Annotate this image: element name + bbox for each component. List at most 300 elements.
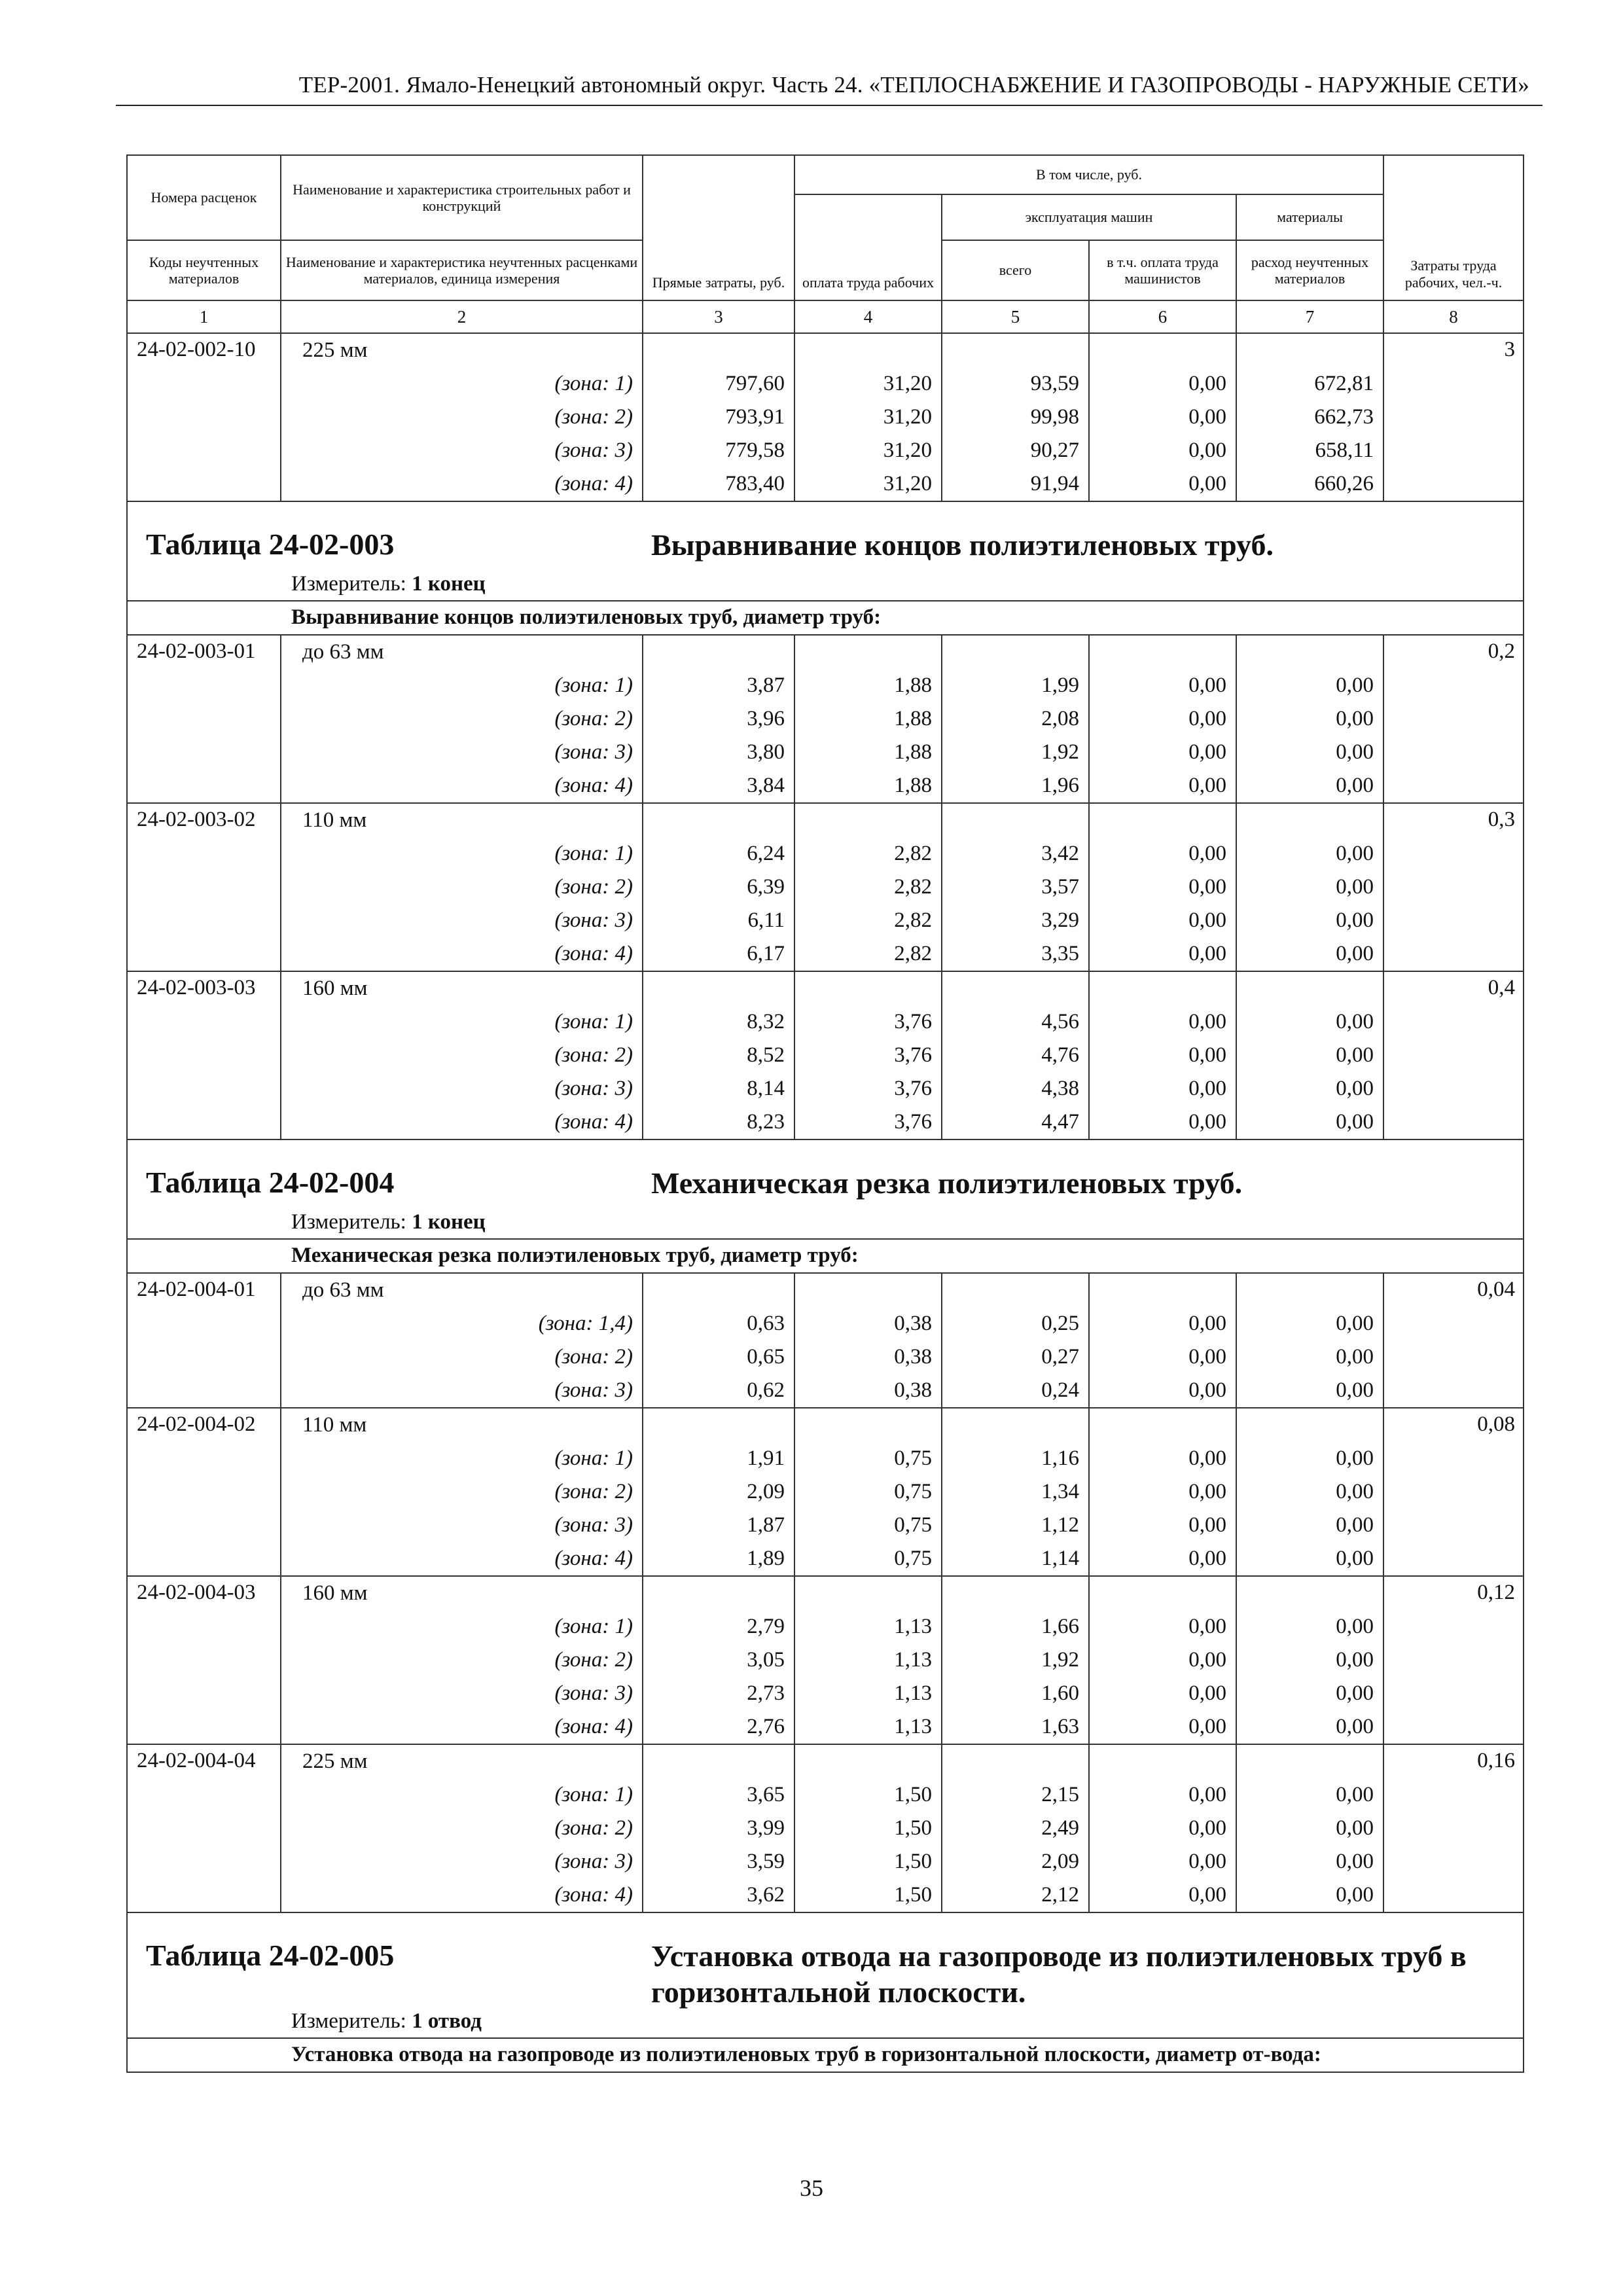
cell-value: 3,57 xyxy=(1041,874,1079,899)
table-heading xyxy=(127,501,1524,601)
cell-value: 31,20 xyxy=(883,372,932,395)
running-header: ТЕР-2001. Ямало-Ненецкий автономный округ. Часть 24. «ТЕПЛОСНАБЖЕНИЕ И ГАЗОПРОВОДЫ - НАРУЖНЫЕ СЕТИ» xyxy=(298,72,1529,98)
zone-label: (зона: 1) xyxy=(554,673,633,697)
cell-value: 662,73 xyxy=(1314,405,1374,429)
cell-value: 3,76 xyxy=(894,1009,932,1033)
labor-cost xyxy=(1383,1408,1524,1576)
zone-label: (зона: 4) xyxy=(554,1882,633,1907)
cell-value: 0,00 xyxy=(1188,1782,1226,1806)
rate-code: 24-02-004-04 xyxy=(127,1744,281,1912)
value-direct xyxy=(643,1408,794,1576)
cell-value: 8,23 xyxy=(747,1109,785,1134)
value-wages xyxy=(794,803,942,971)
cell-value: 3,87 xyxy=(747,673,785,697)
pipe-diameter: 110 мм xyxy=(302,808,367,832)
zone-label: (зона: 4) xyxy=(554,773,633,797)
cell-value: 1,88 xyxy=(894,706,932,730)
cell-value: 3,76 xyxy=(894,1076,932,1100)
unit-value: 1 конец xyxy=(412,572,486,596)
value-wages xyxy=(794,1273,942,1408)
cell-value: 6,11 xyxy=(747,908,785,932)
table-heading xyxy=(127,1912,1524,2038)
value-machinists xyxy=(1089,1576,1236,1744)
labor-value: 3 xyxy=(1504,338,1516,361)
cell-value: 2,15 xyxy=(1041,1782,1079,1806)
cell-value: 0,00 xyxy=(1336,1344,1374,1369)
zone-label: (зона: 2) xyxy=(554,1479,633,1503)
table-subheading: Механическая резка полиэтиленовых труб, диаметр труб: xyxy=(127,1239,1524,1273)
cell-value: 31,20 xyxy=(883,472,932,495)
value-direct xyxy=(643,1273,794,1408)
subheading-row xyxy=(127,1239,1524,1273)
labor-value: 0,08 xyxy=(1477,1412,1516,1436)
column-numbers-row xyxy=(127,300,1524,333)
cell-value: 0,00 xyxy=(1336,1043,1374,1067)
zone-label: (зона: 1) xyxy=(554,841,633,865)
cell-value: 8,32 xyxy=(747,1009,785,1033)
rate-item-row xyxy=(127,333,1524,501)
cell-value: 3,65 xyxy=(747,1782,785,1806)
labor-value: 0,3 xyxy=(1488,807,1516,831)
rate-code: 24-02-004-02 xyxy=(127,1408,281,1576)
rate-description xyxy=(281,1273,643,1408)
cell-value: 8,14 xyxy=(747,1076,785,1100)
cell-value: 1,16 xyxy=(1041,1446,1079,1470)
rate-description xyxy=(281,1744,643,1912)
labor-value: 0,12 xyxy=(1477,1580,1516,1604)
cell-value: 0,27 xyxy=(1041,1344,1079,1369)
cell-value: 3,76 xyxy=(894,1043,932,1067)
rate-item-row xyxy=(127,803,1524,971)
rate-item-row xyxy=(127,971,1524,1139)
col3-header: Прямые затраты, руб. xyxy=(643,155,794,300)
col1-header-top: Номера расценок xyxy=(127,155,281,240)
zone-label: (зона: 1) xyxy=(554,1614,633,1638)
cell-value: 3,05 xyxy=(747,1647,785,1672)
value-machines xyxy=(942,333,1089,501)
unit-value: 1 конец xyxy=(412,1210,486,1234)
cell-value: 0,00 xyxy=(1188,1311,1226,1335)
cell-value: 1,50 xyxy=(894,1816,932,1840)
cell-value: 0,00 xyxy=(1336,1681,1374,1705)
zone-label: (зона: 4) xyxy=(554,472,633,495)
zone-label: (зона: 3) xyxy=(554,439,633,462)
table-heading-row xyxy=(127,501,1524,601)
cell-value: 31,20 xyxy=(883,405,932,429)
unit-of-measure xyxy=(291,572,486,596)
cell-value: 2,82 xyxy=(894,874,932,899)
cell-value: 1,13 xyxy=(894,1647,932,1672)
cell-value: 0,00 xyxy=(1336,1614,1374,1638)
value-machinists xyxy=(1089,333,1236,501)
value-materials xyxy=(1236,635,1383,803)
cell-value: 0,00 xyxy=(1336,773,1374,797)
value-materials xyxy=(1236,1273,1383,1408)
rate-code: 24-02-002-10 xyxy=(127,333,281,501)
cell-value: 1,66 xyxy=(1041,1614,1079,1638)
cell-value: 0,00 xyxy=(1336,841,1374,865)
col6-header: в т.ч. оплата труда машинистов xyxy=(1089,240,1236,300)
value-direct xyxy=(643,333,794,501)
labor-cost xyxy=(1383,1744,1524,1912)
cell-value: 0,00 xyxy=(1188,1714,1226,1738)
cell-value: 91,94 xyxy=(1030,472,1079,495)
value-direct xyxy=(643,1576,794,1744)
cell-value: 0,24 xyxy=(1041,1378,1079,1402)
table-title: Механическая резка полиэтиленовых труб. xyxy=(651,1166,1243,1200)
table-heading-row xyxy=(127,1912,1524,2038)
rate-item-row xyxy=(127,1744,1524,1912)
value-machines xyxy=(942,1744,1089,1912)
cell-value: 0,00 xyxy=(1188,472,1226,495)
labor-cost xyxy=(1383,803,1524,971)
cell-value: 2,82 xyxy=(894,941,932,965)
cell-value: 2,73 xyxy=(747,1681,785,1705)
cell-value: 2,49 xyxy=(1041,1816,1079,1840)
cell-value: 1,13 xyxy=(894,1614,932,1638)
cell-value: 0,00 xyxy=(1188,1816,1226,1840)
cell-value: 0,00 xyxy=(1188,405,1226,429)
cell-value: 1,60 xyxy=(1041,1681,1079,1705)
value-wages xyxy=(794,1744,942,1912)
value-machines xyxy=(942,803,1089,971)
cell-value: 0,00 xyxy=(1336,908,1374,932)
zone-label: (зона: 2) xyxy=(554,405,633,429)
cell-value: 1,99 xyxy=(1041,673,1079,697)
zone-label: (зона: 1) xyxy=(554,1009,633,1033)
col-number: 6 xyxy=(1089,300,1236,333)
col2-header-bottom: Наименование и характеристика неучтенных расценками материалов, единица измерения xyxy=(281,240,643,300)
rate-description xyxy=(281,1576,643,1744)
cell-value: 0,00 xyxy=(1188,1009,1226,1033)
zone-label: (зона: 2) xyxy=(554,1043,633,1067)
cell-value: 2,82 xyxy=(894,841,932,865)
table-number: Таблица 24-02-004 xyxy=(146,1165,395,1199)
table-subheading: Выравнивание концов полиэтиленовых труб, диаметр труб: xyxy=(127,601,1524,635)
cell-value: 779,58 xyxy=(725,439,785,462)
cell-value: 0,00 xyxy=(1188,1043,1226,1067)
cell-value: 0,00 xyxy=(1188,874,1226,899)
value-machines xyxy=(942,1273,1089,1408)
rates-table xyxy=(126,154,1524,2073)
cell-value: 0,00 xyxy=(1188,706,1226,730)
cell-value: 0,00 xyxy=(1188,1109,1226,1134)
labor-value: 0,4 xyxy=(1488,975,1516,999)
value-direct xyxy=(643,803,794,971)
table-subheading: Установка отвода на газопроводе из полиэтиленовых труб в горизонтальной плоскости, диаметр от-вода: xyxy=(127,2038,1524,2072)
col1-header-bottom: Коды неучтенных материалов xyxy=(127,240,281,300)
value-direct xyxy=(643,971,794,1139)
cell-value: 0,00 xyxy=(1336,1109,1374,1134)
value-wages xyxy=(794,1408,942,1576)
rate-code: 24-02-004-01 xyxy=(127,1273,281,1408)
value-machinists xyxy=(1089,1273,1236,1408)
cell-value: 0,00 xyxy=(1188,1882,1226,1907)
cell-value: 0,00 xyxy=(1336,1647,1374,1672)
cell-value: 658,11 xyxy=(1315,439,1374,462)
labor-cost xyxy=(1383,1273,1524,1408)
cell-value: 90,27 xyxy=(1030,439,1079,462)
cell-value: 0,00 xyxy=(1188,908,1226,932)
zone-label: (зона: 3) xyxy=(554,908,633,932)
rate-code: 24-02-003-02 xyxy=(127,803,281,971)
cell-value: 0,00 xyxy=(1336,673,1374,697)
table-title: Выравнивание концов полиэтиленовых труб. xyxy=(651,528,1274,562)
cell-value: 1,89 xyxy=(747,1546,785,1570)
subheading-row xyxy=(127,601,1524,635)
cell-value: 0,00 xyxy=(1336,1076,1374,1100)
cell-value: 1,96 xyxy=(1041,773,1079,797)
cell-value: 0,00 xyxy=(1188,1479,1226,1503)
cell-value: 0,38 xyxy=(894,1344,932,1369)
pipe-diameter: 110 мм xyxy=(302,1412,367,1437)
materials-header: материалы xyxy=(1236,194,1383,240)
rate-item-row xyxy=(127,1273,1524,1408)
cell-value: 793,91 xyxy=(725,405,785,429)
unit-of-measure xyxy=(291,2009,482,2034)
cell-value: 672,81 xyxy=(1314,372,1374,395)
cell-value: 0,00 xyxy=(1336,1378,1374,1402)
subheading-row xyxy=(127,2038,1524,2072)
value-materials xyxy=(1236,333,1383,501)
cell-value: 0,00 xyxy=(1336,1479,1374,1503)
cell-value: 0,00 xyxy=(1336,1816,1374,1840)
zone-label: (зона: 4) xyxy=(554,941,633,965)
cell-value: 783,40 xyxy=(725,472,785,495)
rate-description xyxy=(281,333,643,501)
cell-value: 0,00 xyxy=(1336,1782,1374,1806)
cell-value: 0,38 xyxy=(894,1311,932,1335)
cell-value: 4,76 xyxy=(1041,1043,1079,1067)
zone-label: (зона: 3) xyxy=(554,1681,633,1705)
cell-value: 0,00 xyxy=(1336,1009,1374,1033)
value-machinists xyxy=(1089,1744,1236,1912)
cell-value: 797,60 xyxy=(725,372,785,395)
cell-value: 3,42 xyxy=(1041,841,1079,865)
col-number: 2 xyxy=(281,300,643,333)
zone-label: (зона: 3) xyxy=(554,1378,633,1402)
cell-value: 1,63 xyxy=(1041,1714,1079,1738)
cell-value: 6,39 xyxy=(747,874,785,899)
labor-value: 0,16 xyxy=(1477,1748,1516,1772)
rate-item-row xyxy=(127,1408,1524,1576)
col2-header-top: Наименование и характеристика строительных работ и конструкций xyxy=(281,155,643,240)
rate-code: 24-02-004-03 xyxy=(127,1576,281,1744)
zone-label: (зона: 4) xyxy=(554,1109,633,1134)
cell-value: 0,00 xyxy=(1336,706,1374,730)
cell-value: 0,00 xyxy=(1188,941,1226,965)
cell-value: 0,00 xyxy=(1188,841,1226,865)
cell-value: 2,12 xyxy=(1041,1882,1079,1907)
rate-description xyxy=(281,1408,643,1576)
zone-label: (зона: 1,4) xyxy=(538,1311,633,1335)
col-number: 5 xyxy=(942,300,1089,333)
rate-description xyxy=(281,971,643,1139)
value-machines xyxy=(942,635,1089,803)
value-wages xyxy=(794,971,942,1139)
cell-value: 6,24 xyxy=(747,841,785,865)
value-machines xyxy=(942,971,1089,1139)
cell-value: 0,00 xyxy=(1188,372,1226,395)
cell-value: 6,17 xyxy=(747,941,785,965)
cell-value: 0,00 xyxy=(1336,1446,1374,1470)
pipe-diameter: до 63 мм xyxy=(302,1278,384,1302)
cell-value: 1,13 xyxy=(894,1681,932,1705)
cell-value: 4,38 xyxy=(1041,1076,1079,1100)
cell-value: 1,92 xyxy=(1041,740,1079,764)
table-number: Таблица 24-02-005 xyxy=(146,1938,395,1972)
unit-label: Измеритель: xyxy=(291,2009,406,2033)
zone-label: (зона: 1) xyxy=(554,1446,633,1470)
cell-value: 3,35 xyxy=(1041,941,1079,965)
cell-value: 0,00 xyxy=(1188,740,1226,764)
cell-value: 0,00 xyxy=(1336,1714,1374,1738)
zone-label: (зона: 4) xyxy=(554,1714,633,1738)
col5-header: всего xyxy=(942,240,1089,300)
cell-value: 1,88 xyxy=(894,673,932,697)
cell-value: 3,84 xyxy=(747,773,785,797)
cell-value: 0,00 xyxy=(1336,1882,1374,1907)
cell-value: 1,88 xyxy=(894,740,932,764)
zone-label: (зона: 4) xyxy=(554,1546,633,1570)
zone-label: (зона: 3) xyxy=(554,740,633,764)
cell-value: 4,56 xyxy=(1041,1009,1079,1033)
value-machinists xyxy=(1089,971,1236,1139)
zone-label: (зона: 3) xyxy=(554,1513,633,1537)
cell-value: 1,13 xyxy=(894,1714,932,1738)
zone-label: (зона: 1) xyxy=(554,372,633,395)
cell-value: 0,00 xyxy=(1188,439,1226,462)
labor-cost xyxy=(1383,333,1524,501)
rate-item-row xyxy=(127,1576,1524,1744)
cell-value: 1,14 xyxy=(1041,1546,1079,1570)
value-machinists xyxy=(1089,635,1236,803)
pipe-diameter: 160 мм xyxy=(302,976,368,1000)
cell-value: 0,00 xyxy=(1188,1614,1226,1638)
value-direct xyxy=(643,635,794,803)
cell-value: 660,26 xyxy=(1314,472,1374,495)
col-number: 4 xyxy=(794,300,942,333)
cell-value: 0,00 xyxy=(1188,1647,1226,1672)
value-materials xyxy=(1236,1744,1383,1912)
unit-label: Измеритель: xyxy=(291,1210,406,1234)
zone-label: (зона: 2) xyxy=(554,706,633,730)
cell-value: 0,00 xyxy=(1188,1446,1226,1470)
cell-value: 0,00 xyxy=(1336,941,1374,965)
cell-value: 99,98 xyxy=(1030,405,1079,429)
cell-value: 3,62 xyxy=(747,1882,785,1907)
cell-value: 3,29 xyxy=(1041,908,1079,932)
cell-value: 1,50 xyxy=(894,1849,932,1873)
value-materials xyxy=(1236,803,1383,971)
value-machines xyxy=(942,1408,1089,1576)
value-direct xyxy=(643,1744,794,1912)
cell-value: 2,82 xyxy=(894,908,932,932)
cell-value: 0,00 xyxy=(1188,1513,1226,1537)
unit-of-measure xyxy=(291,1210,486,1234)
cell-value: 1,12 xyxy=(1041,1513,1079,1537)
value-materials xyxy=(1236,971,1383,1139)
group-header: В том числе, руб. xyxy=(794,155,1383,194)
cell-value: 1,87 xyxy=(747,1513,785,1537)
pipe-diameter: 225 мм xyxy=(302,1749,368,1773)
table-heading-row xyxy=(127,1139,1524,1239)
labor-cost xyxy=(1383,1576,1524,1744)
cell-value: 0,00 xyxy=(1188,1681,1226,1705)
machines-header: эксплуатация машин xyxy=(942,194,1236,240)
value-machinists xyxy=(1089,803,1236,971)
rate-code: 24-02-003-03 xyxy=(127,971,281,1139)
rate-item-row xyxy=(127,635,1524,803)
col-number: 3 xyxy=(643,300,794,333)
cell-value: 1,50 xyxy=(894,1782,932,1806)
zone-label: (зона: 1) xyxy=(554,1782,633,1806)
cell-value: 0,75 xyxy=(894,1546,932,1570)
value-machinists xyxy=(1089,1408,1236,1576)
labor-cost xyxy=(1383,971,1524,1139)
cell-value: 2,76 xyxy=(747,1714,785,1738)
col4-header: оплата труда рабочих xyxy=(794,194,942,300)
header-rule xyxy=(116,105,1543,106)
labor-value: 0,04 xyxy=(1477,1277,1516,1301)
cell-value: 0,00 xyxy=(1188,1076,1226,1100)
labor-value: 0,2 xyxy=(1488,639,1516,663)
cell-value: 2,08 xyxy=(1041,706,1079,730)
cell-value: 1,88 xyxy=(894,773,932,797)
cell-value: 0,00 xyxy=(1336,1849,1374,1873)
pipe-diameter: 225 мм xyxy=(302,338,368,362)
cell-value: 0,38 xyxy=(894,1378,932,1402)
cell-value: 0,00 xyxy=(1188,1849,1226,1873)
col-number: 8 xyxy=(1383,300,1524,333)
cell-value: 2,09 xyxy=(747,1479,785,1503)
cell-value: 0,00 xyxy=(1188,1546,1226,1570)
cell-value: 1,50 xyxy=(894,1882,932,1907)
rate-description xyxy=(281,803,643,971)
cell-value: 2,79 xyxy=(747,1614,785,1638)
cell-value: 1,34 xyxy=(1041,1479,1079,1503)
cell-value: 0,00 xyxy=(1188,673,1226,697)
cell-value: 3,80 xyxy=(747,740,785,764)
zone-label: (зона: 2) xyxy=(554,1647,633,1672)
cell-value: 1,92 xyxy=(1041,1647,1079,1672)
value-materials xyxy=(1236,1576,1383,1744)
page-number: 35 xyxy=(800,2175,823,2201)
cell-value: 0,00 xyxy=(1188,773,1226,797)
cell-value: 0,65 xyxy=(747,1344,785,1369)
cell-value: 3,96 xyxy=(747,706,785,730)
cell-value: 0,75 xyxy=(894,1513,932,1537)
cell-value: 0,75 xyxy=(894,1446,932,1470)
zone-label: (зона: 3) xyxy=(554,1076,633,1100)
value-wages xyxy=(794,1576,942,1744)
rates-document xyxy=(126,154,1523,2073)
cell-value: 31,20 xyxy=(883,439,932,462)
cell-value: 0,00 xyxy=(1336,1311,1374,1335)
labor-cost xyxy=(1383,635,1524,803)
cell-value: 3,59 xyxy=(747,1849,785,1873)
zone-label: (зона: 3) xyxy=(554,1849,633,1873)
pipe-diameter: 160 мм xyxy=(302,1581,368,1605)
zone-label: (зона: 2) xyxy=(554,1816,633,1840)
col8-header: Затраты труда рабочих, чел.-ч. xyxy=(1383,155,1524,300)
value-wages xyxy=(794,333,942,501)
cell-value: 2,09 xyxy=(1041,1849,1079,1873)
cell-value: 3,99 xyxy=(747,1816,785,1840)
cell-value: 1,91 xyxy=(747,1446,785,1470)
cell-value: 0,63 xyxy=(747,1311,785,1335)
pipe-diameter: до 63 мм xyxy=(302,639,384,664)
